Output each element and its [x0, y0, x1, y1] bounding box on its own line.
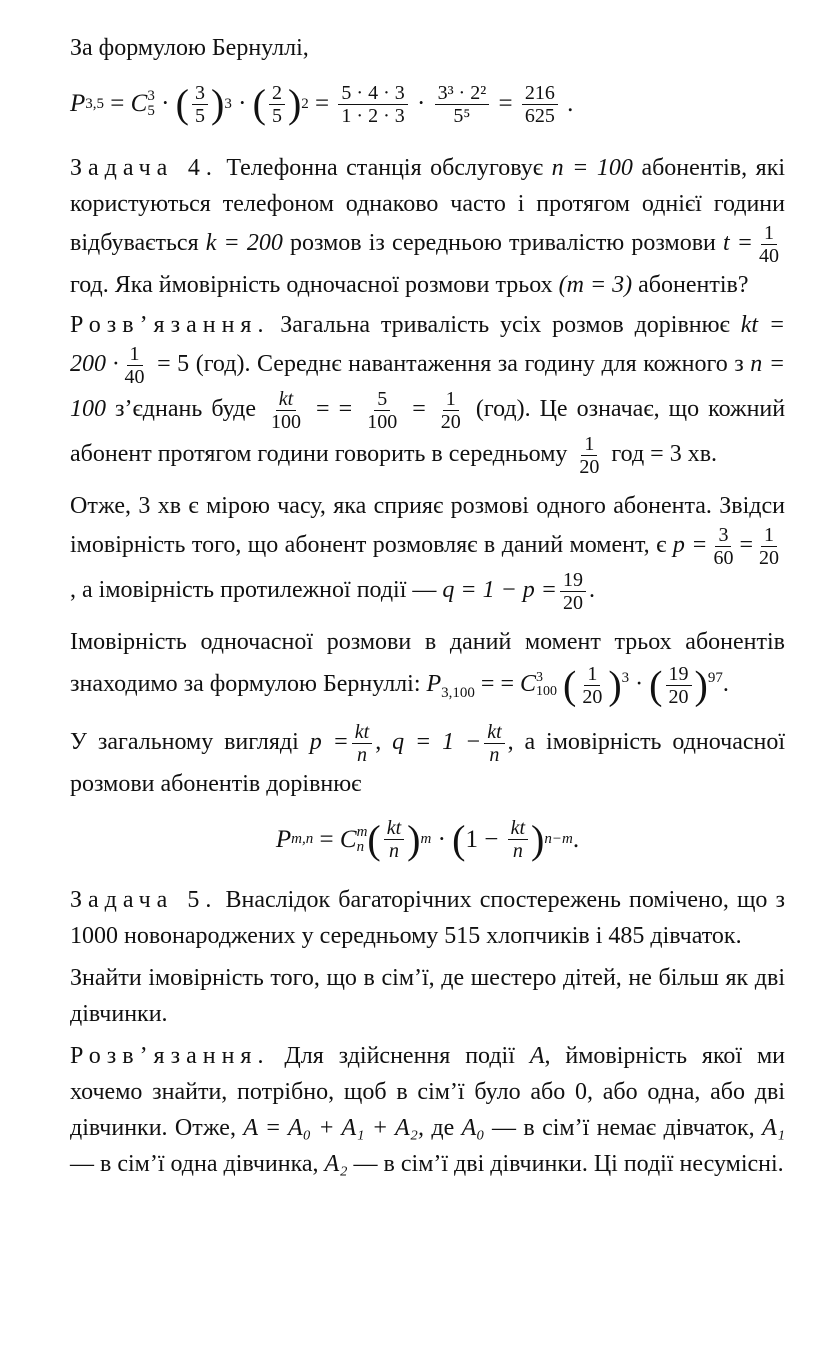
p3-pow-1: 3: [621, 670, 630, 686]
f1-frac-5: $\frac{216}{625}$: [522, 82, 558, 127]
problem-4-label: Задача 4.: [70, 155, 218, 181]
f1-dot: ·: [161, 90, 170, 117]
solution-5-a0: A₀: [461, 1114, 485, 1141]
f2-end: .: [572, 825, 580, 853]
p3-lhs-sub: 3,100: [441, 684, 475, 701]
problem-4-text-3: розмов із середньою тривалістю розмови: [289, 230, 716, 257]
solution-5-text-5: — в сім’ї одна дівчинка,: [70, 1150, 319, 1177]
paragraph-probability-frac-3: $\frac{19}{20}$: [560, 569, 586, 614]
p3-c-sup: 3: [536, 670, 544, 686]
f1-pow-1: 3: [224, 95, 232, 112]
p3-eq: =: [480, 671, 495, 697]
p3-c: C: [520, 671, 537, 697]
paragraph-probability-text-1: Отже, 3 хв є мірою часу, яка сприяє розмові одного абонента. Звідси імовірність того, що абонент розмовляє в даний момент, є: [70, 493, 785, 559]
solution-4-text-5: (год). Це означає, що кожний абонент протягом години говорить в середньому: [70, 396, 786, 468]
f2-frac-2: $\frac{kt}{n}$: [508, 817, 528, 862]
f1-lhs-sub: 3,5: [85, 95, 105, 112]
solution-4-text-4: з’єднань буде: [115, 396, 256, 423]
problem-4-text-5: абонентів?: [638, 272, 749, 298]
f2-lhs: P: [275, 825, 292, 853]
solution-5-text-3: де: [431, 1114, 455, 1141]
solution-4-kt: kt = 200 ·: [70, 312, 786, 378]
problem-5-question: Знайти імовірність того, що в сім’ї, де шестеро дітей, не більш як дві дівчинки.: [70, 964, 785, 1027]
f1-lhs: P: [70, 90, 86, 117]
f1-pow-2: 2: [301, 95, 309, 112]
paragraph-probability-frac-2: $\frac{1}{20}$: [759, 524, 780, 569]
f1-frac-3: $\frac{5 \cdot 4 \cdot 3}{1 \cdot 2 \cdot 3}$: [338, 82, 407, 127]
paragraph-probability-eq: =: [739, 532, 754, 559]
solution-4-text-2: = 5 (год).: [157, 351, 251, 378]
solution-4-frac-3: $\frac{5}{100}$: [367, 388, 398, 433]
f1-c-sup: 3: [147, 88, 155, 104]
solution-4-eq-2: =: [338, 396, 353, 423]
f2-dot: ·: [437, 825, 446, 853]
bernoulli-formula-general: P m,n = C m n ( $\frac{kt}{n}$ ) m · ( 1 − $\frac{kt}{n}$ ) n−m .: [275, 816, 580, 863]
paragraph-general-p: p =: [309, 728, 349, 755]
solution-4: [70, 307, 785, 478]
f2-pow-2: n−m: [544, 831, 573, 848]
problem-5: [70, 882, 785, 954]
problem-4-m: (m = 3): [558, 272, 633, 298]
p3-pow-2: 97: [707, 670, 723, 686]
solution-5-a: A: [529, 1042, 545, 1069]
intro-text: За формулою Бернуллі,: [70, 35, 309, 61]
f2-pow-1: m: [420, 831, 432, 848]
solution-4-text-1: Загальна тривалість усіх розмов дорівнює: [280, 312, 730, 338]
solution-4-frac-4: $\frac{1}{20}$: [440, 388, 461, 433]
paragraph-probability-end: .: [588, 577, 595, 604]
paragraph-bernoulli-100: Імовірність одночасної розмови в даний момент трьох абонентів знаходимо за формулою Бернуллі: $P_{3,100}$ = = C 3 100 ( $\frac{1}{20}$ )$^3$ · ( $\frac{19}{20}$ )$^{97}$.: [70, 629, 785, 708]
f2-eq: =: [319, 825, 334, 853]
solution-5-text-1: Для здійснення події: [284, 1042, 515, 1069]
solution-4-text-3: Середнє навантаження за годину для кожного з: [257, 351, 744, 378]
f2-c: C: [339, 825, 357, 853]
p3-frac-1: $\frac{1}{20}$: [582, 662, 603, 708]
problem-5-label: Задача 5.: [70, 886, 218, 913]
solution-4-eq-1: =: [316, 396, 330, 423]
paragraph-general-text-2: , а імовірність одночасної розмови абонентів дорівнює: [70, 728, 786, 797]
paragraph-probability-q: q = 1 − p =: [442, 577, 557, 604]
paragraph-probability-text-2: , а імовірність протилежної події —: [70, 577, 437, 604]
f2-frac-1: $\frac{kt}{n}$: [384, 817, 404, 862]
solution-5-eq: A = A₀ + A₁ + A₂,: [243, 1114, 425, 1141]
solution-5-label: Розв’язання.: [70, 1042, 270, 1069]
problem-4-t-frac: $\frac{1}{40}$: [759, 222, 779, 267]
f1-frac-2: $\frac{2}{5}$: [269, 82, 285, 127]
paragraph-probability: [70, 488, 785, 614]
solution-5-text-6: — в сім’ї дві дівчинки. Ці події несумісні.: [353, 1150, 784, 1177]
problem-5-text-1: Внаслідок багаторічних спостережень помічено, що з 1000 новонароджених у середньому 515 хлопчиків і 485 дівчаток.: [70, 886, 785, 949]
solution-4-n: n = 100: [70, 351, 786, 423]
solution-4-eq-3: =: [412, 396, 426, 423]
paragraph-general-comma: ,: [375, 728, 382, 755]
paragraph-probability-frac-1: $\frac{3}{60}$: [713, 524, 734, 569]
problem-4-k: k = 200: [205, 230, 283, 257]
solution-5-text-4: — в сім’ї немає дівчаток,: [492, 1114, 755, 1141]
solution-5-a2: A₂: [324, 1150, 348, 1177]
f2-one-minus: 1 −: [465, 825, 499, 853]
paragraph-general-q: q = 1 −: [392, 728, 482, 755]
paragraph-general-frac-2: $\frac{kt}{n}$: [484, 721, 504, 766]
solution-4-frac-2: $\frac{kt}{100}$: [271, 388, 301, 433]
f1-frac-4: $\frac{\text{3³ · 2²}}{\text{5⁵}}$: [435, 82, 490, 127]
solution-4-frac-5: $\frac{1}{20}$: [579, 433, 600, 478]
p3-lhs: P: [426, 671, 442, 697]
solution-5-a1: A₁: [762, 1114, 786, 1141]
problem-4-text-1: Телефонна станція обслуговує: [226, 155, 544, 181]
problem-4-t: t =: [723, 230, 753, 257]
problem-4-text-2: абонентів, які користуються телефоном однаково часто і протягом однієї години відбувається: [70, 155, 786, 257]
p3-end: .: [722, 671, 729, 697]
p3-c-sub: 100: [536, 684, 558, 700]
solution-4-label: Розв’язання.: [70, 312, 270, 338]
solution-5: [70, 1038, 785, 1182]
solution-5-text-2: , ймовірність якої ми хочемо знайти, потрібно, щоб в сім’ї було або 0, або одна, або дві дівчинки. Отже,: [70, 1042, 786, 1141]
f2-lhs-sub: m,n: [291, 831, 314, 848]
paragraph-general-text-1: У загальному вигляді: [70, 728, 299, 755]
paragraph-general: [70, 721, 785, 802]
f1-frac-1: $\frac{3}{5}$: [192, 82, 208, 127]
solution-4-text-6: год = 3 хв.: [611, 441, 718, 468]
f2-c-sup: m: [356, 823, 368, 840]
f1-c: C: [130, 90, 148, 117]
solution-4-frac-1: $\frac{1}{40}$: [124, 343, 145, 388]
paragraph-bernoulli-100-text: Імовірність одночасної розмови в даний момент трьох абонентів знаходимо за формулою Бернуллі:: [70, 629, 785, 697]
paragraph-general-frac-1: $\frac{kt}{n}$: [352, 721, 372, 766]
problem-4: [70, 150, 785, 303]
paragraph-probability-p: p =: [672, 532, 708, 559]
p3-frac-2: $\frac{19}{20}$: [666, 663, 692, 708]
problem-4-n: n = 100: [551, 155, 633, 181]
f2-c-sub: n: [356, 838, 365, 855]
f1-c-sub: 5: [147, 103, 155, 119]
f1-end: .: [567, 90, 574, 117]
p3-dot: ·: [635, 671, 644, 697]
p3-eq2: =: [500, 671, 514, 697]
bernoulli-formula-1: P 3,5 = C 3 5 · ( $\frac{3}{5}$ ) 3 · ( $\frac{2}{5}$ ) 2 = $\frac{5 \cdot 4 \cdot 3}{1 \cdot 2 \cdot 3}$ · $\frac{\text{3³ · 2²}}{\text{5⁵}}$ = $\frac{216}{625}$ .: [70, 81, 574, 127]
problem-4-text-4: год. Яка ймовірність одночасної розмови трьох: [70, 272, 553, 298]
f1-eq: =: [110, 90, 125, 117]
